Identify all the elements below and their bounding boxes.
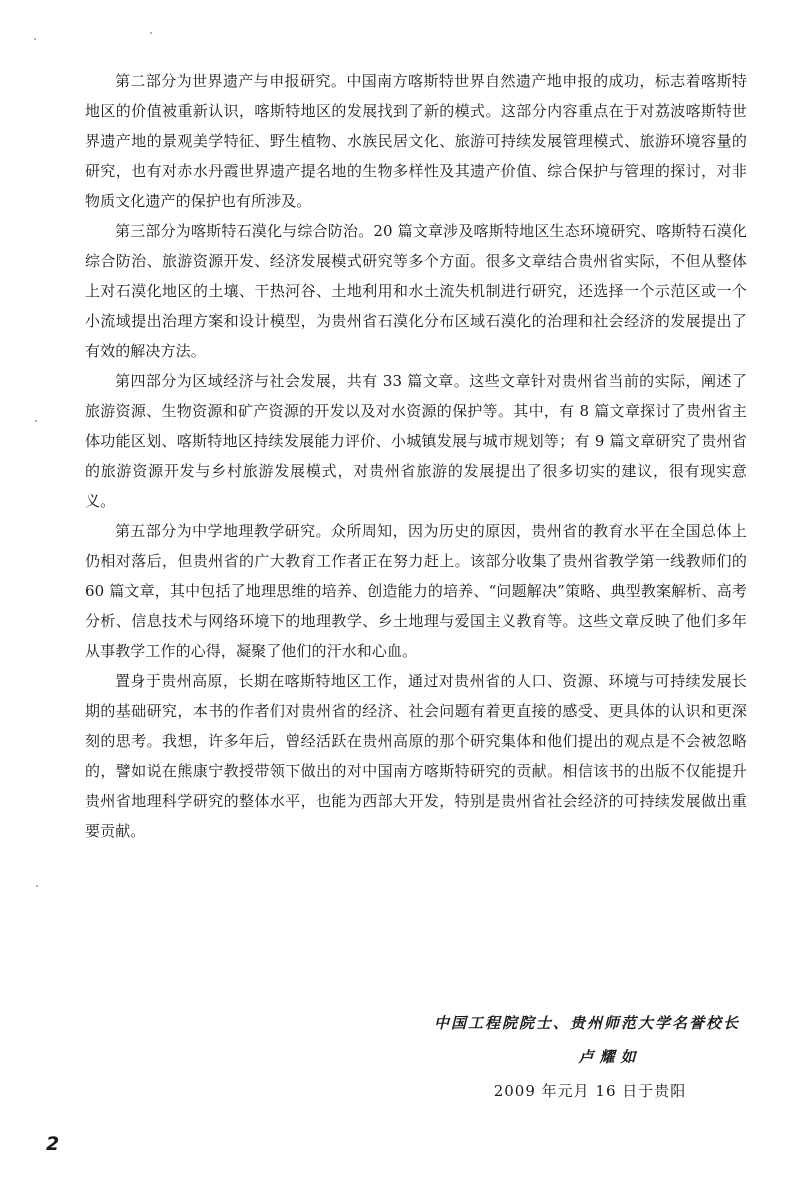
signature-name: 卢耀如 — [578, 1048, 642, 1066]
paragraph-rocky-desertification: 第三部分为喀斯特石漠化与综合防治。20 篇文章涉及喀斯特地区生态环境研究、喀斯特石漠化综合防治、旅游资源开发、经济发展模式研究等多个方面。很多文章结合贵州省实际，不但从整体上对石漠化地区的土壤、干热河谷、土地利用和水土流失机制进行研究，还选择一个示范区或一个小流域提出治理方案和设计模型，为贵州省石漠化分布区域石漠化的治理和社会经济的发展提出了有效的解决方法。 — [85, 222, 747, 360]
scan-speck — [150, 32, 152, 34]
paragraph-geography-teaching: 第五部分为中学地理教学研究。众所周知，因为历史的原因，贵州省的教育水平在全国总体上仍相对落后，但贵州省的广大教育工作者正在努力赶上。该部分收集了贵州省教学第一线教师们的 60 篇文章，其中包括了地理思维的培养、创造能力的培养、“问题解决”策略、典型教案解析、高考分析、信息技术与网络环境下的地理教学、乡土地理与爱国主义教育等。这些文章反映了他们多年从事教学工作的心得，凝聚了他们的汗水和心血。 — [85, 522, 747, 660]
paragraph-world-heritage: 第二部分为世界遗产与申报研究。中国南方喀斯特世界自然遗产地申报的成功，标志着喀斯特地区的价值被重新认识，喀斯特地区的发展找到了新的模式。这部分内容重点在于对荔波喀斯特世界遗产地的景观美学特征、野生植物、水族民居文化、旅游可持续发展管理模式、旅游环境容量的研究，也有对赤水丹霞世界遗产提名地的生物多样性及其遗产价值、综合保护与管理的探讨，对非物质文化遗产的保护也有所涉及。 — [85, 72, 747, 210]
signature-date: 2009 年元月 16 日于贵阳 — [493, 1082, 687, 1100]
page-number: 2 — [46, 1133, 60, 1155]
scan-speck — [35, 420, 37, 422]
paragraph-conclusion: 置身于贵州高原，长期在喀斯特地区工作，通过对贵州省的人口、资源、环境与可持续发展长期的基础研究，本书的作者们对贵州省的经济、社会问题有着更直接的感受、更具体的认识和更深刻的思考。我想，许多年后，曾经活跃在贵州高原的那个研究集体和他们提出的观点是不会被忽略的，譬如说在熊康宁教授带领下做出的对中国南方喀斯特研究的贡献。相信该书的出版不仅能提升贵州省地理科学研究的整体水平，也能为西部大开发，特别是贵州省社会经济的可持续发展做出重要贡献。 — [85, 672, 747, 840]
scan-speck — [36, 885, 38, 887]
signature-title: 中国工程院院士、贵州师范大学名誉校长 — [433, 1014, 740, 1032]
scan-speck — [34, 38, 36, 40]
paragraph-regional-economy: 第四部分为区域经济与社会发展，共有 33 篇文章。这些文章针对贵州省当前的实际，阐述了旅游资源、生物资源和矿产资源的开发以及对水资源的保护等。其中，有 8 篇文章探讨了贵州省主体功能区划、喀斯特地区持续发展能力评价、小城镇发展与城市规划等；有 9 篇文章研究了贵州省的旅游资源开发与乡村旅游发展模式，对贵州省旅游的发展提出了很多切实的建议，很有现实意义。 — [85, 372, 747, 510]
body-text — [85, 66, 747, 846]
